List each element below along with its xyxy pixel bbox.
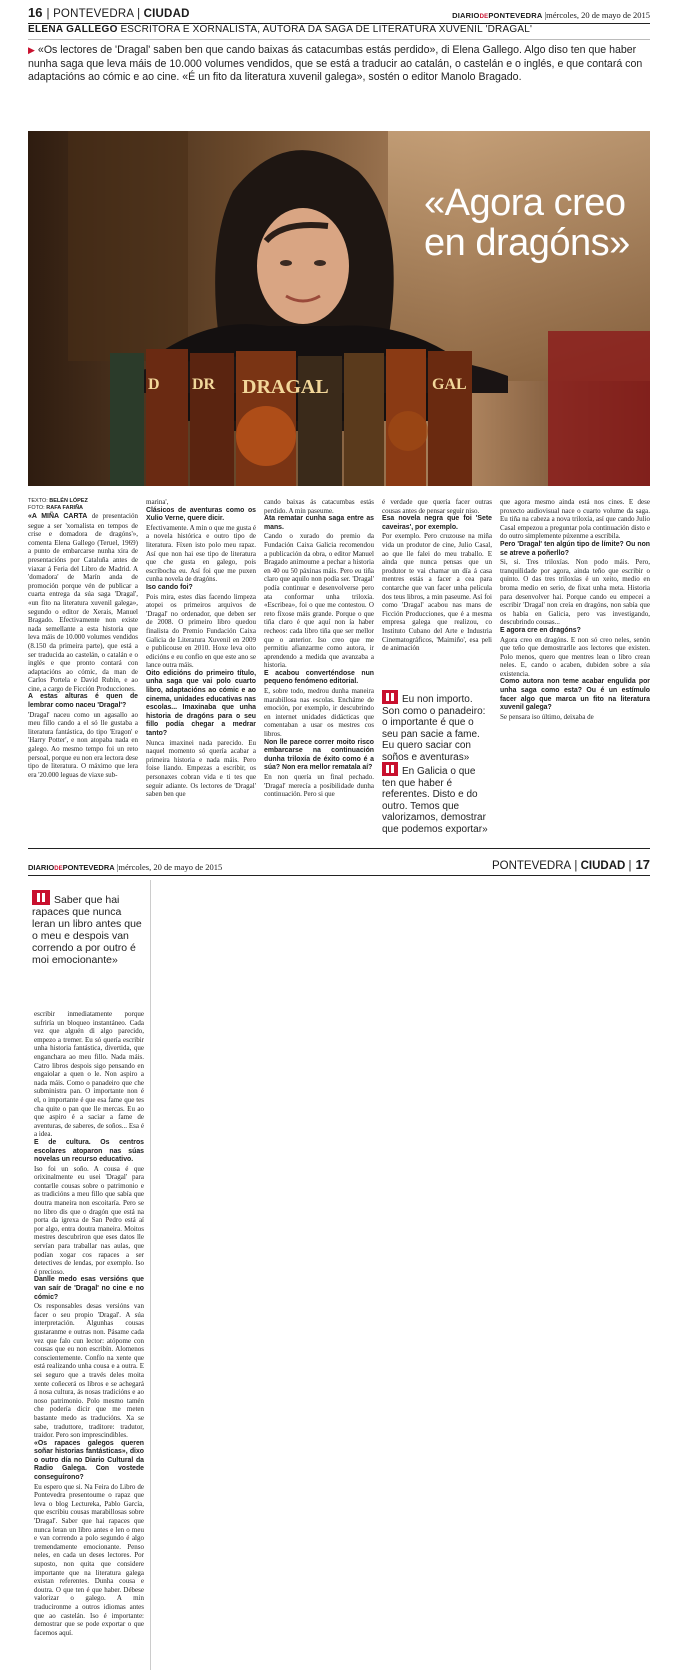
quote-mark-icon — [32, 890, 50, 905]
interview-answer: Nunca imaxinei nada parecido. Eu naquel momento só quería acabar a primeira historia e nada máis. Pero foise liando. Empezas a escribir, os personaxes cobran vida e ti tes que seguir adiante. Os lectores de 'Dragal' saben ben que — [146, 738, 256, 799]
pull-quote-a — [382, 690, 492, 763]
interview-answer: En non quería un final pechado. 'Dragal' merecía a posibilidade dunha continuación. Pero si que — [264, 773, 374, 799]
masthead: DIARIODEPONTEVEDRA |mércoles, 20 de mayo de 2015 — [452, 10, 650, 20]
column-body — [382, 498, 492, 653]
interview-answer: marina', — [146, 498, 169, 506]
article-column-1 — [28, 498, 138, 830]
interview-answer: Iso foi un soño. A cousa é que orixinalmente eu usei 'Dragal' para contarlle cousas sobre o patrimonio e as tradicións a meu fillo que sabía que doutra maneira non escoitaría. Pero se no libro dis que o dragón que está na porta da igrexa de San Pedro está aí por algo, entra doutra maneira. Moitos mestres descubriron que eses datos lle servían para traballar nas aulas, que podían xogar cos rapaces a ser detectives de lendas, por exemplo. Iso é precioso. — [34, 1164, 144, 1276]
kicker-name: ELENA GALLEGO — [28, 24, 118, 35]
section-label: | PONTEVEDRA | CIUDAD — [46, 8, 190, 20]
svg-text:DRAGAL: DRAGAL — [242, 376, 329, 398]
interview-question: E acabou converténdose nun pequeno fenómeno editorial. — [264, 669, 374, 686]
section-label: PONTEVEDRA | CIUDAD | 17 — [491, 857, 650, 872]
interview-answer: Por exemplo. Pero cruzouse na miña vida un produtor de cine, Julio Casal, ao que lle falei do meu traballo. E ainda que nunca pensas que un produtor te vai chamar un día á casa mentres estás a facer a cea para contarche que van facer unha película dos teus libros, a min paseume. Así foi como 'Dragal' acabou nas mans de Ficción Producciones, que é a mesma empresa galega que realizou, co Instituto Cubano del Arte e Industria Cinematográficos, 'Maimiño', esa peli de animación — [382, 532, 492, 653]
interview-question: Clásicos de aventuras como os Xulio Verne, quere dicir. — [146, 506, 256, 523]
interview-answer: Cando o xurado do premio da Fundación Caixa Galicia recomendou a publicación da obra, o editor Manuel Bragado animoume a pechar a historia en 40 ou 50 páxinas máis. Pero eu tiña claro que aquilo non podía ser. 'Dragal' podía continuar e desenvolverse pero ata conformar unha triloxía. «Escribea», foi o que me contestou. O reto fíxose máis grande. Porque o que tiña claro é que aquí non ía haber recheos: cada libro tiña que ser mellor que o anterior. Iso creo que me permitiu afianzarme como autora, ir aprendendo a medida que avanzaba a historia. — [264, 532, 374, 670]
lead-rest: de presentación segue a ser 'xornalista en tempos de crise e domadora de dragóns'», comenta Elena Gallego (Teruel, 1969) a punto de embarcarse nunha xira de presentacións por Cataluña antes de viaxar á Feria del Libro de Madrid. A 'domadora' de Marín anda de promoción porque vén de publicar a cuarta entrega da súa saga 'Dragal', «un fito na literatura xuvenil galega», segundo o editor de Xerais, Manuel Bragado. Efectivamente non existe nada semellante a esta historia que leva máis de 10.000 volumes vendidos (8.150 da primeira parte), que está a ser traducida ao castelán, o catalán e o inglés e que pronto contará con adaptacións ao cómic, da man de Carlos Portela e David Rubín, e ao cine, a cargo de Ficción Producciones. — [28, 512, 139, 693]
photo-credit-name: RAFA FARIÑA — [46, 505, 84, 511]
interview-answer: Efectivamente. A min o que me gusta é a novela histórica e outro tipo de literatura. Fíxen isto polo meu rapaz. Así que non hai ese tipo de literatura que che gusta en galego, pois escríbocha eu. Así foi que me puxen cunha novela de dragóns. — [146, 523, 256, 584]
issue-date: mércoles, 20 de mayo de 2015 — [546, 10, 650, 20]
pull-quote-b-text: En Galicia o que ten que haber é referentes. Disto e do outro. Temos que valorizamos, demostrar que podemos exportar» — [382, 766, 488, 835]
interview-answer: 'Dragal' naceu como un agasallo ao meu fillo cando a el só lle gustaba a literatura fantástica, do tipo 'Eragon' e 'Harry Potter', e non atopaba nada en galego. Ao mesmo tempo foi un reto persoal, porque eu non era lectora dese tipo de literatura. O máximo que lera era '20.000 leguas de viaxe sub- — [28, 710, 138, 779]
page-divider — [28, 848, 650, 849]
column-body — [28, 512, 138, 779]
quote-mark-icon — [382, 762, 398, 776]
brand-de: DE — [479, 14, 489, 20]
interview-answer: Se pensara iso último, deixaba de — [500, 712, 594, 721]
column-body — [500, 498, 650, 721]
interview-question: Oito edicións do primeiro título, unha saga que vai polo cuarto libro, adaptacións ao cómic e ao cinema, unidades educativas nas escolas... Imaxinaba que unha historia de dragóns para o seu fillo podía chegar a medrar tanto? — [146, 669, 256, 738]
interview-answer: que agora mesmo ainda está nos cines. E dese proxecto audiovisual nace o cuarto volume da saga. Eu tiña na cabeza a nova triloxía, así que cando Julio Casal empezou a preguntar pola continuación disto e do outro simplemente púxenme a escribila. — [500, 498, 650, 541]
column-body — [34, 1010, 144, 1637]
interview-question: E agora cre en dragóns? — [500, 626, 581, 634]
column-body — [264, 498, 374, 799]
svg-text:GAL: GAL — [432, 376, 467, 393]
lead-paragraph — [28, 44, 650, 85]
kicker-role: ESCRITORA E XORNALISTA, AUTORA DA SAGA DE LITERATURA XUVENIL 'DRAGAL' — [120, 24, 533, 35]
interview-answer: Si, si. Tres triloxías. Non podo máis. Pero, tranquilidade por agora, ainda teño que escribir o quinto. O das tres triloxías é un xeito, medio en broma medio en serio, de fixat unha meta. Historia para desenvolver hai. Porque cando eu empecei a escribir 'Dragal' non creía en dragóns, non sabía que os había en Galicia, pero vas investigando, descubrindo cousas... — [500, 558, 650, 627]
svg-text:DR: DR — [192, 376, 216, 393]
interview-question: Esa novela negra que foi 'Sete caveiras', por exemplo. — [382, 515, 492, 531]
brand-logo — [28, 863, 115, 872]
interview-answer: escribir inmediatamente porque sufriría un bloqueo instantáneo. Cada vez que alguén di algo parecido, empezo a tremer. Eu só quería escribir unha historia fantástica, divertida, que enganchara ao meu fillo. Nada máis. Catro libros despois sigo pensando en engaiolar a quen o le. Non aspiro a nada máis. Como o panadeiro que che subministra pan. O importante non é el, o importante é que esa fame que tes cha quite o pan que lle mercas. Eu ao que aspiro é a saciar a fame de aventuras, de saberes, de soños... Esa é a idea. — [34, 1010, 144, 1139]
interview-question: Iso cando foi? — [146, 583, 193, 591]
interview-question: A estas alturas é quen de lembrar como naceu 'Dragal'? — [28, 693, 138, 710]
column-body — [146, 498, 256, 799]
section-name: PONTEVEDRA — [53, 8, 134, 20]
section-name: PONTEVEDRA — [491, 860, 572, 872]
lead-text: «Os lectores de 'Dragal' saben ben que cando baixas ás catacumbas estás perdido», di Elena Gallego. Algo diso ten que haber nunha saga que leva máis de 10.000 volumes vendidos, que se está a traducir ao catalán, o castelán e o inglés, e que contará con adaptacións ao cómic e ao cine. «É un fito da literatura xuvenil galega», sostén o editor Manolo Bragado. — [28, 44, 643, 83]
section-bold: CIUDAD — [143, 8, 190, 20]
svg-text:D: D — [148, 376, 160, 393]
brand-logo — [452, 11, 542, 20]
interview-question: Como autora non teme acabar engulida por unha saga como esta? Ou é un estímulo facer algo que marca un fito na literatura xuvenil galega? — [500, 678, 650, 712]
byline — [28, 498, 138, 505]
interview-answer: Pois mira, estes días facendo limpeza atopei os primeiros arquivos de 'Dragal' no ordenador, que deben ser de 2008. O primeiro libro quedou finalista do Premio Fundación Caixa Galicia de Literatura Xuvenil en 2009 e publicouse en 2010. Hoxe leva oito edicións e eu confío en que este ano se lance outra máis. — [146, 592, 256, 670]
interview-answer: Agora creo en dragóns. E non só creo neles, senón que teño que demostrarlle aos lectores que existen. Polo menos, quero que mentres lean o libro crean neles. E, cando o acaben, dubiden sobre a súa existencia. — [500, 635, 650, 678]
page-number: 16 — [28, 5, 43, 20]
article-column-2 — [146, 498, 256, 830]
photo-credit — [28, 505, 138, 512]
interview-question: Danlle medo esas versións que van saír de 'Dragal' no cine e no cómic? — [34, 1276, 144, 1301]
interview-question: E de cultura. Os centros escolares atoparon nas súas novelas un recurso educativo. — [34, 1138, 144, 1164]
interview-question: Ata rematar cunha saga entre as mans. — [264, 515, 374, 531]
brand-a: DIARIO — [28, 863, 55, 872]
photo-credit-label: FOTO: — [28, 505, 45, 511]
pull-quote-c — [32, 890, 144, 966]
pull-quote-a-text: Eu non importo. Son como o panadeiro: o importante é que o seu pan sacie a fame. Eu quero saciar con soños e aventuras» — [382, 694, 486, 763]
interview-question: Pero 'Dragal' ten algún tipo de límite? Ou non se atreve a poñerllo? — [500, 540, 650, 557]
interview-question: Non lle parece correr moito risco embarcarse na continuación dunha triloxía de éxito como é a súa? Non era mellor rematala aí? — [264, 738, 374, 772]
brand-de: DE — [54, 866, 63, 872]
section-bold: CIUDAD — [580, 860, 626, 872]
lead-in: «A MIÑA CARTA — [28, 513, 88, 520]
pull-quote-b — [382, 762, 492, 835]
interview-answer: Eu espero que si. Na Feira do Libro de Pontevedra presentoume o rapaz que leva o blog Lectureka, Pablo García, que escribiu cousas marabillosas sobre 'Dragal'. Saber que hai rapaces que nunca leran un libro antes e len o meu e van correndo a polo segundo é algo tremendamente emocionante. Penso neles, en cada un deses lectores. Por suposto, non quita que considere importante que na literatura galega existan referentes. Dunha cousa e doutra. O que ten é que haber. Débese valorizar o galego. A min traducironme a outros idiomas antes que ao castelán. Iso é importante: demostrar que se pode exportar o que facemos aquí. — [34, 1482, 144, 1637]
page-header: DIARIODEPONTEVEDRA |mércoles, 20 de mayo de 2015 PONTEVEDRA | CIUDAD | 17 — [28, 858, 650, 876]
opening-paragraph — [28, 512, 138, 693]
article-column-4 — [382, 498, 492, 653]
feature-photo — [28, 131, 650, 486]
article-column-6 — [34, 1010, 144, 1665]
pull-quote-c-text: Saber que hai rapaces que nunca leran un libro antes que o meu e despois van correndo a por outro é moi emocionante» — [32, 894, 142, 966]
interview-answer: Os responsables desas versións van facer o seu propio 'Dragal'. A súa interpretación. Algunhas cousas gustaranme e outras non. Pásame cada vez que falo cun lector: atópome con cousas que eu non escribín. Alomenos conscientemente. Confío na xente que está realizando unha cousa e a outra. E sei seguro que a través deles moita xente coñecerá os libros e se achegará á nosa cultura, ás nosas tradicións e ao noso patrimonio. Polo mesmo tamén che podería dicir que me meten bastante medo as traducións. Xa se sabe, traduttore, traditore: tradutor, traidor. Pero son imprescindibles. — [34, 1302, 144, 1440]
brand-a: DIARIO — [452, 11, 480, 20]
interview-question: «Os rapaces galegos queren soñar historias fantásticas», dixo o outro día no Diario Cultural da Radio Galega. Con vostede conseguírono? — [34, 1439, 144, 1482]
brand-b: PONTEVEDRA — [488, 11, 543, 20]
page-header — [28, 4, 650, 24]
page-number: 17 — [635, 857, 650, 872]
brand-b: PONTEVEDRA — [62, 863, 115, 872]
interview-answer: E, sobre todo, medrou dunha maneira marabillosa nas escolas. Encháme de emoción, por exemplo, ir descubrindo en internet unidades didácticas que comentaban a usar os mestres cos libros. — [264, 687, 374, 739]
column-rule — [150, 880, 151, 1670]
byline-label: TEXTO: — [28, 498, 48, 504]
kicker — [28, 24, 650, 40]
article-column-5 — [500, 498, 650, 830]
byline-name: BELÉN LÓPEZ — [49, 498, 88, 504]
interview-answer: cando baixas ás catacumbas estás perdido. A min paseume. — [264, 498, 374, 515]
quote-mark-icon — [382, 690, 398, 704]
headline: «Agora creo en dragóns» — [424, 182, 630, 264]
article-column-3 — [264, 498, 374, 830]
interview-answer: é verdade que quería facer outras cousas antes de pensar seguir niso. — [382, 498, 492, 515]
triangle-bullet-icon: ▶ — [28, 45, 35, 55]
issue-date: mércoles, 20 de mayo de 2015 — [118, 862, 223, 872]
page-17 — [0, 850, 678, 1672]
